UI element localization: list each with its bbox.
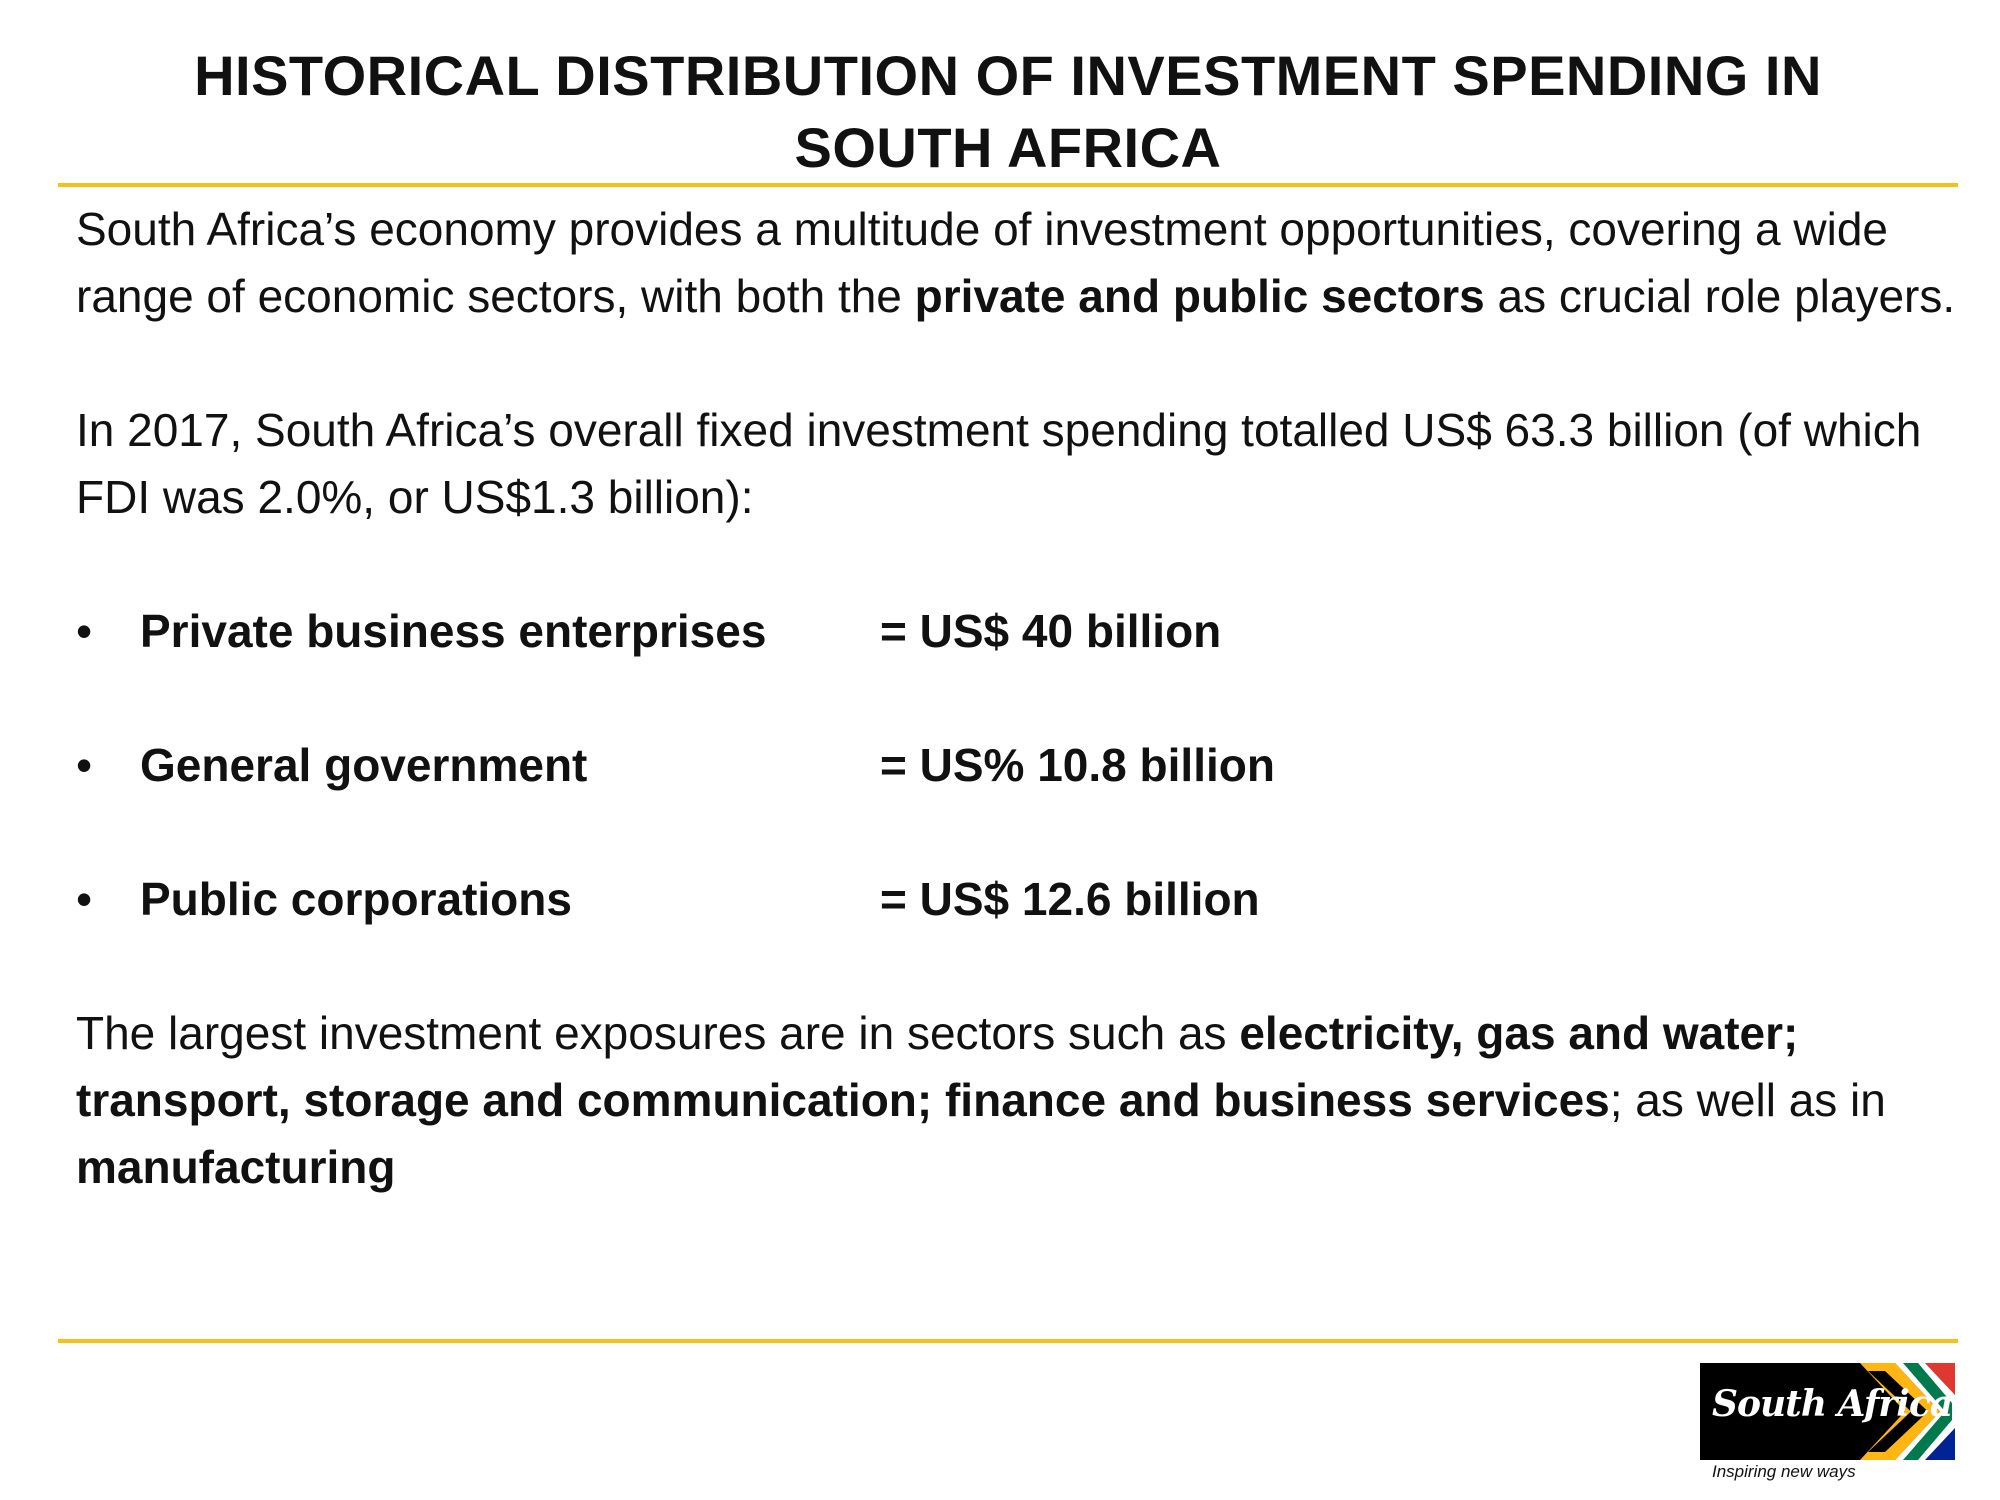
bullet-label: General government xyxy=(140,739,588,791)
title-line-1: HISTORICAL DISTRIBUTION OF INVESTMENT SPENDING IN xyxy=(194,44,1822,107)
logo-tagline: Inspiring new ways xyxy=(1712,1462,1856,1481)
bullet-item-private xyxy=(76,598,1956,665)
bullet-glyph: • xyxy=(76,873,93,925)
logo-text: South Africa xyxy=(1712,1383,1953,1425)
bullet-glyph: • xyxy=(76,605,93,657)
bullet-item-public-corporations xyxy=(76,866,1956,933)
south-africa-logo xyxy=(1700,1363,1955,1460)
spacer xyxy=(76,665,1956,732)
bullet-value: = US$ 40 billion xyxy=(880,605,1222,657)
bullet-value: = US% 10.8 billion xyxy=(880,739,1275,791)
bullet-label: Private business enterprises xyxy=(140,605,767,657)
spacer xyxy=(76,933,1956,1000)
bullet-glyph: • xyxy=(76,739,93,791)
closing-text-1: The largest investment exposures are in sectors such as xyxy=(76,1007,1240,1059)
spacer xyxy=(76,531,1956,598)
intro-bold-text: private and public sectors xyxy=(914,270,1485,322)
intro-text-2: as crucial role players. xyxy=(1484,270,1956,322)
intro-text-1: South Africa’s economy provides a multitude of investment opportunities, covering a wide range of economic sectors, with both the xyxy=(76,203,1889,322)
spacer xyxy=(76,799,1956,866)
bullet-label: Public corporations xyxy=(140,873,572,925)
title-line-2: SOUTH AFRICA xyxy=(794,116,1222,179)
bottom-divider xyxy=(58,1339,1958,1343)
intro-paragraph xyxy=(76,196,1956,330)
closing-paragraph xyxy=(76,1000,1956,1201)
closing-bold-sectors: electricity, gas and water; transport, storage and communication; finance and business services xyxy=(76,1007,1799,1126)
closing-text-2: ; as well as in xyxy=(1609,1074,1886,1126)
top-divider xyxy=(58,183,1958,187)
bullet-item-government xyxy=(76,732,1956,799)
bullet-value: = US$ 12.6 billion xyxy=(880,873,1260,925)
spacer xyxy=(76,330,1956,397)
slide-body xyxy=(76,196,1956,1201)
page-title xyxy=(58,40,1958,184)
closing-bold-manufacturing: manufacturing xyxy=(76,1141,396,1193)
spending-paragraph: In 2017, South Africa’s overall fixed investment spending totalled US$ 63.3 billion (of which FDI was 2.0%, or US$1.3 billion): xyxy=(76,404,1922,523)
